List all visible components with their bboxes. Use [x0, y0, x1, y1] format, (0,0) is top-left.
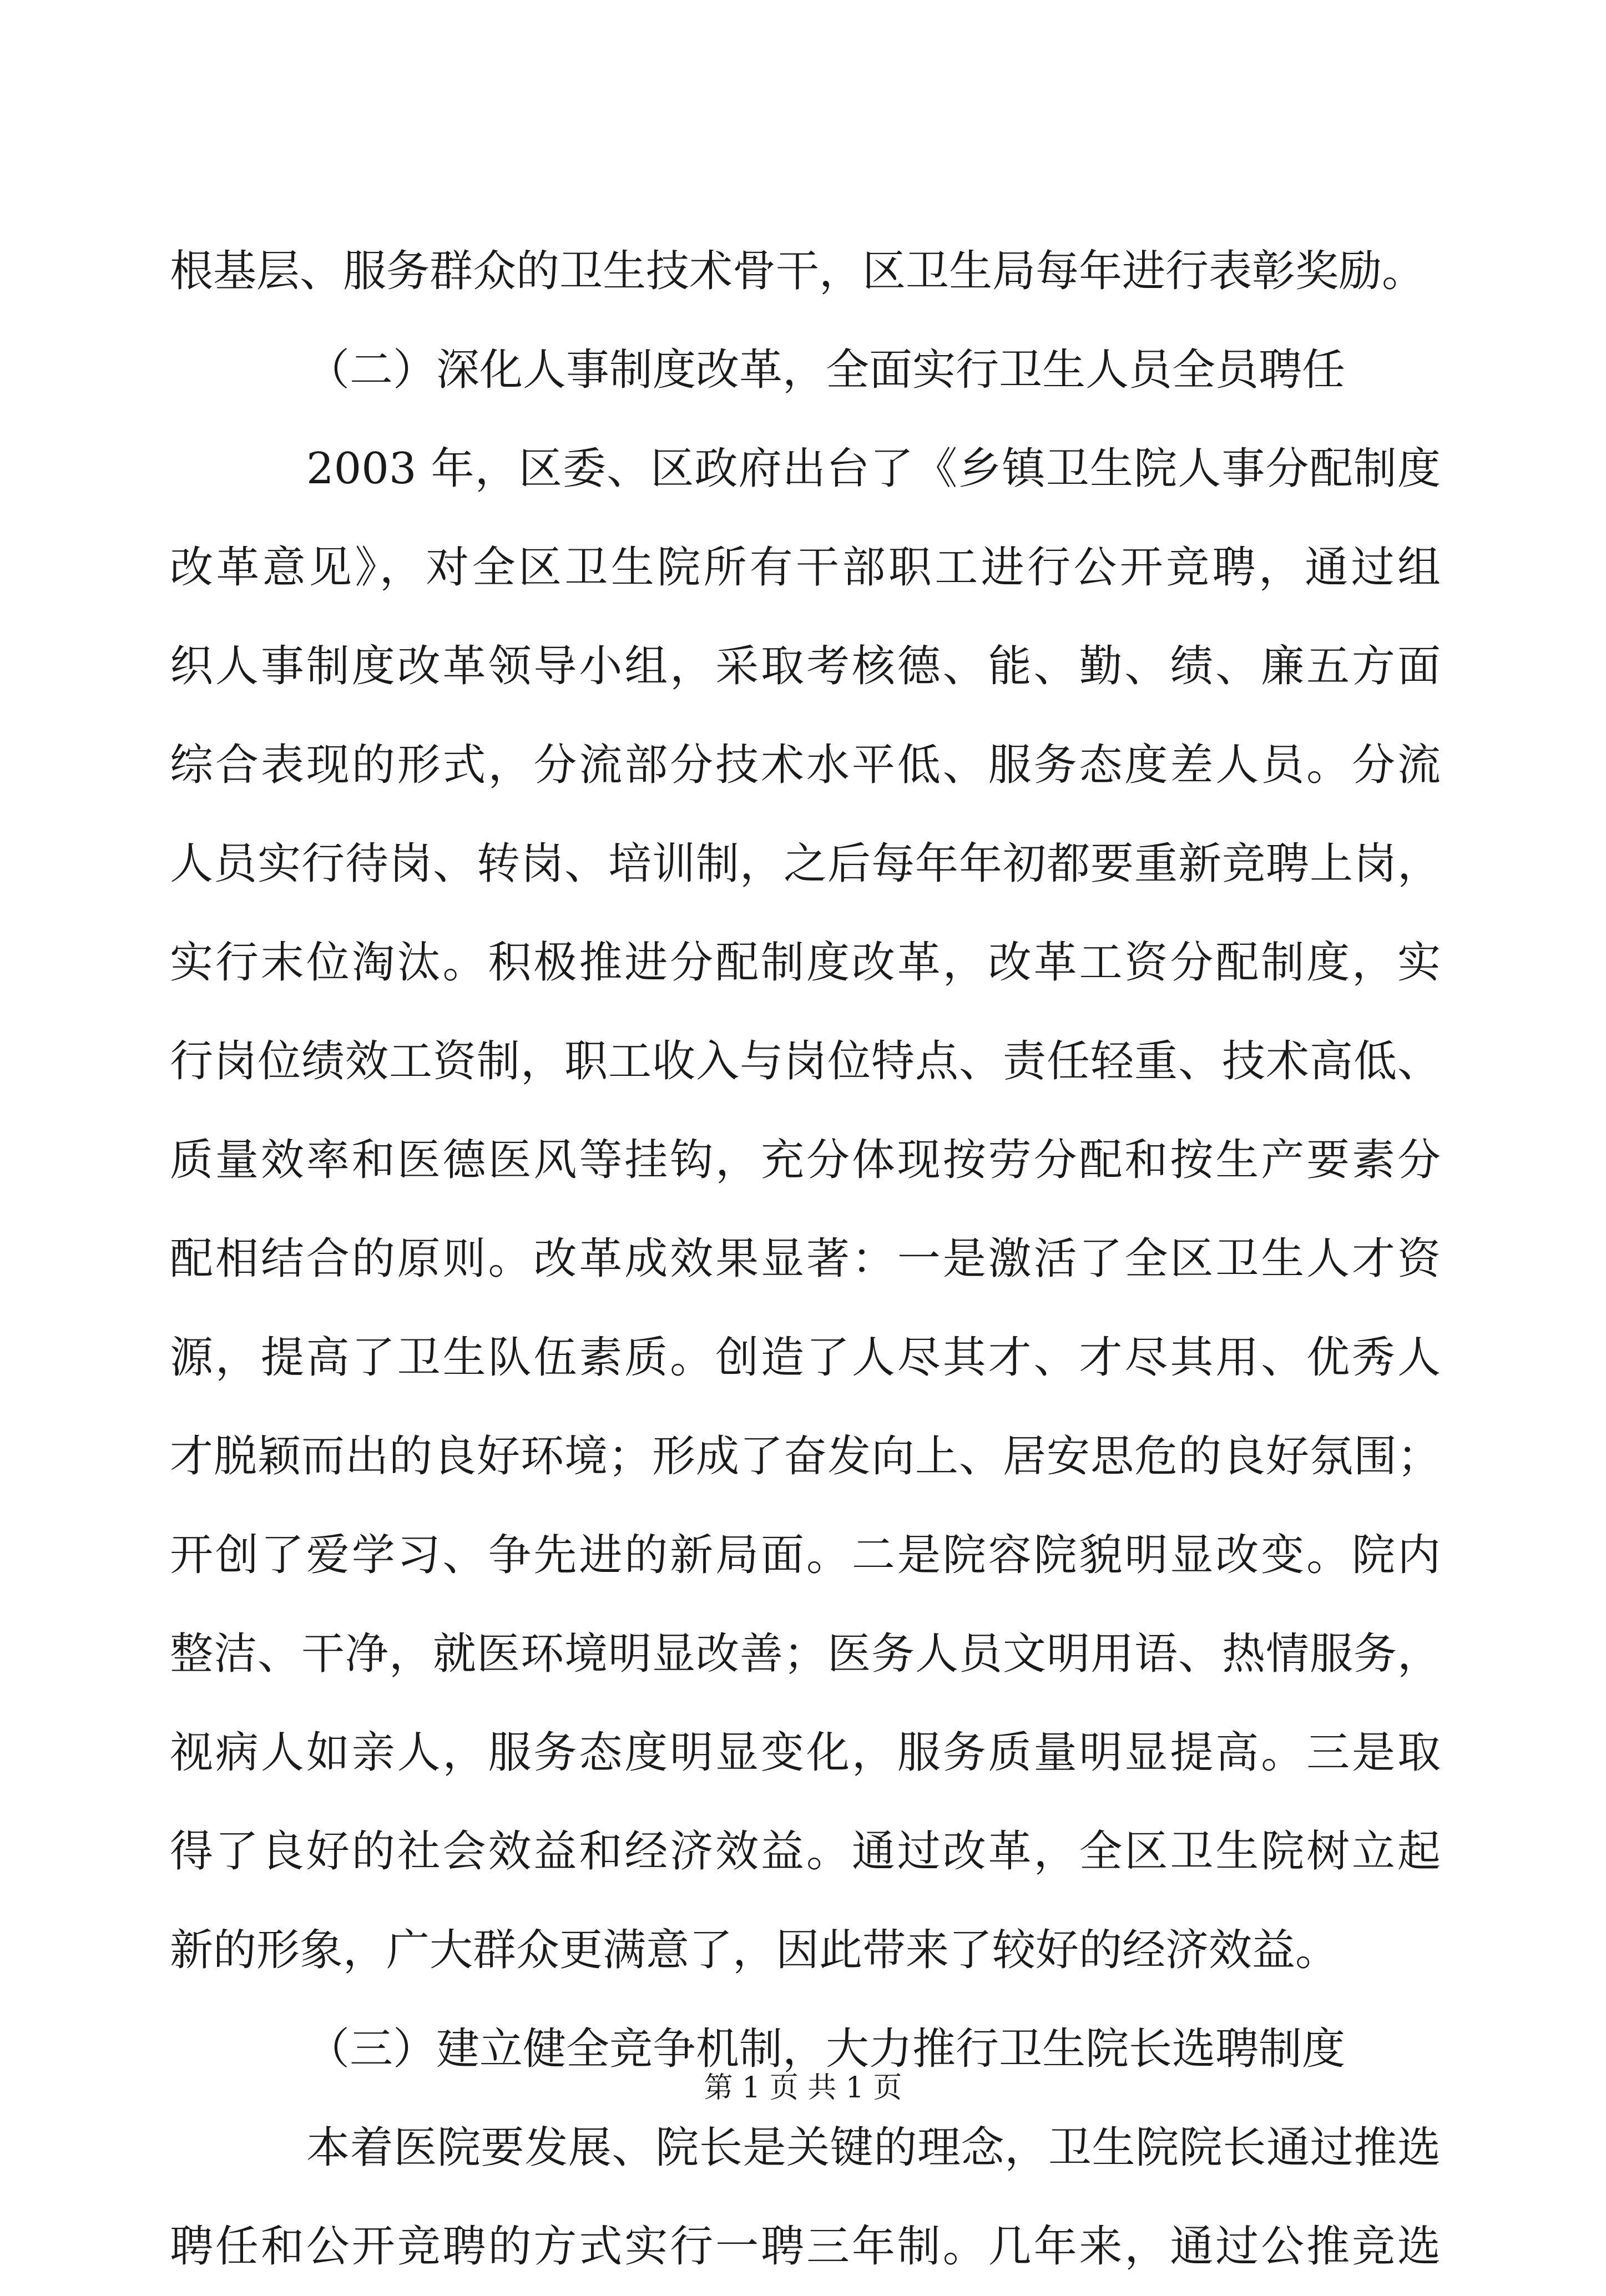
paragraph-line: 行岗位绩效工资制，职工收入与岗位特点、责任轻重、技术高低、 [170, 1036, 1441, 1086]
paragraph-line: 源，提高了卫生队伍素质。创造了人尽其才、才尽其用、优秀人 [170, 1333, 1441, 1383]
page-number-label: 第 1 页 共 1 页 [704, 2071, 902, 2105]
paragraph-line: 配相结合的原则。改革成效果显著：一是激活了全区卫生人才资 [170, 1234, 1441, 1284]
page-footer [0, 2069, 1606, 2107]
paragraph-line: 本着医院要发展、院长是关键的理念，卫生院院长通过推选 [306, 2123, 1441, 2173]
paragraph-line: 才脱颖而出的良好环境；形成了奋发向上、居安思危的良好氛围； [170, 1432, 1441, 1481]
paragraph-line: 人员实行待岗、转岗、培训制，之后每年年初都要重新竞聘上岗， [170, 839, 1441, 889]
paragraph-line: 新的形象，广大群众更满意了，因此带来了较好的经济效益。 [170, 1925, 1339, 1975]
paragraph-line: 开创了爱学习、争先进的新局面。二是院容院貌明显改变。院内 [170, 1530, 1441, 1580]
section-heading-2: （二）深化人事制度改革，全面实行卫生人员全员聘任 [306, 345, 1346, 395]
document-body [170, 222, 1441, 2296]
paragraph-line: 实行末位淘汰。积极推进分配制度改革，改革工资分配制度，实 [170, 938, 1441, 988]
section-heading-3: （三）建立健全竞争机制，大力推行卫生院长选聘制度 [306, 2024, 1346, 2074]
paragraph-line: 织人事制度改革领导小组，采取考核德、能、勤、绩、廉五方面 [170, 641, 1441, 691]
paragraph-line: 根基层、服务群众的卫生技术骨干，区卫生局每年进行表彰奖励。 [170, 246, 1426, 296]
paragraph-line: 整洁、干净，就医环境明显改善；医务人员文明用语、热情服务， [170, 1629, 1441, 1679]
paragraph-line: 改革意见》，对全区卫生院所有干部职工进行公开竞聘，通过组 [170, 543, 1441, 593]
paragraph-line: 综合表现的形式，分流部分技术水平低、服务态度差人员。分流 [170, 740, 1441, 790]
paragraph-line: 2003 年，区委、区政府出台了《乡镇卫生院人事分配制度 [306, 444, 1441, 494]
paragraph-line: 视病人如亲人，服务态度明显变化，服务质量明显提高。三是取 [170, 1728, 1441, 1778]
paragraph-line: 质量效率和医德医风等挂钩，充分体现按劳分配和按生产要素分 [170, 1135, 1441, 1185]
paragraph-line: 聘任和公开竞聘的方式实行一聘三年制。几年来，通过公推竞选 [170, 2222, 1441, 2272]
paragraph-line: 得了良好的社会效益和经济效益。通过改革，全区卫生院树立起 [170, 1827, 1441, 1877]
